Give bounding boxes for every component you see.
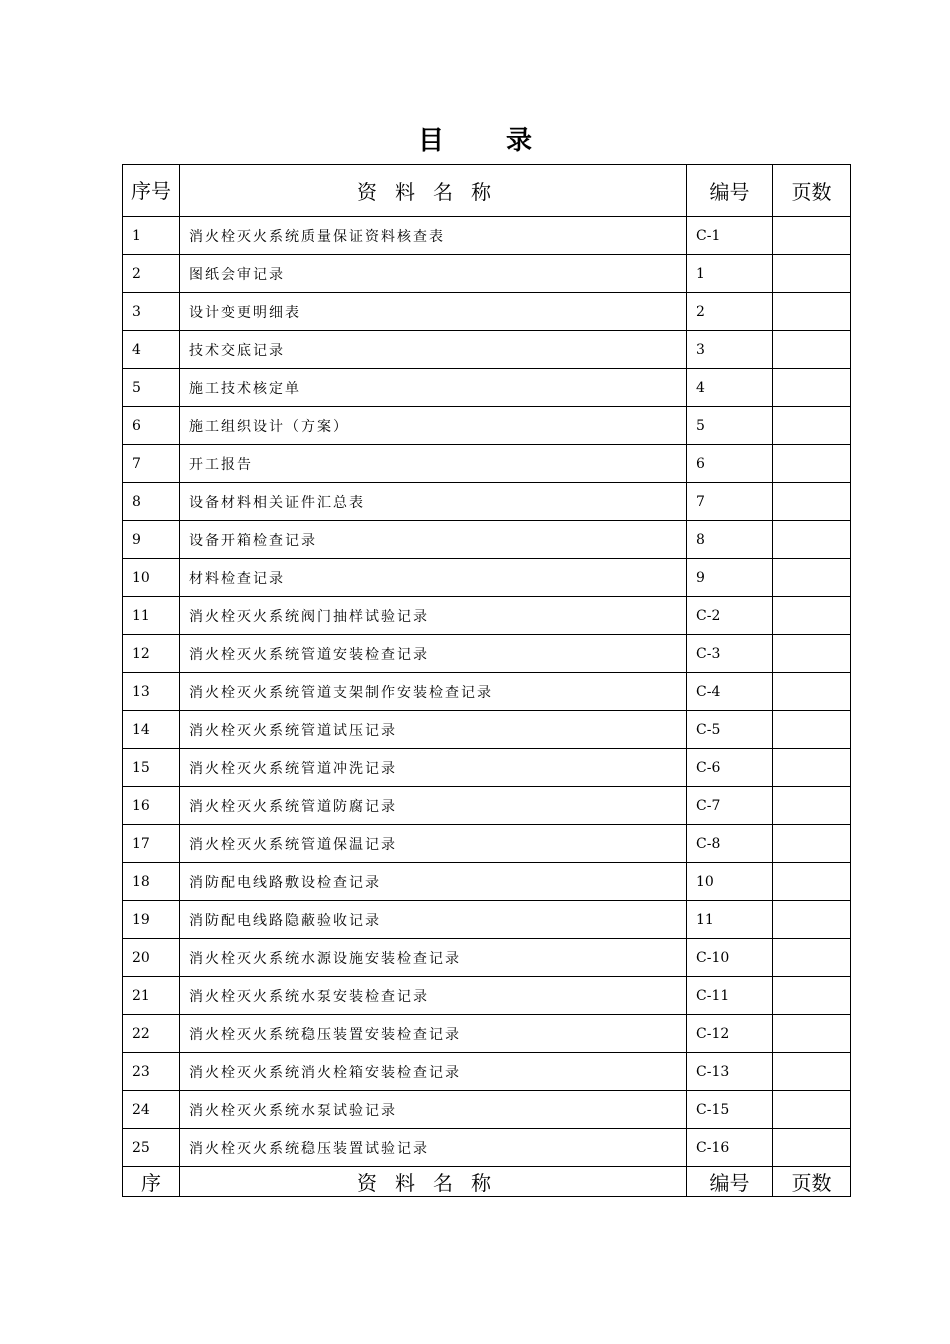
footer-code: 编号 bbox=[687, 1167, 773, 1197]
table-row bbox=[123, 255, 851, 293]
table-row bbox=[123, 711, 851, 749]
row-code: C-6 bbox=[687, 749, 773, 787]
header-code: 编号 bbox=[687, 165, 773, 217]
row-pages bbox=[773, 559, 851, 597]
table-row bbox=[123, 635, 851, 673]
row-code: C-5 bbox=[687, 711, 773, 749]
row-name: 设备材料相关证件汇总表 bbox=[180, 483, 687, 521]
row-name: 消火栓灭火系统稳压装置安装检查记录 bbox=[180, 1015, 687, 1053]
row-no: 7 bbox=[123, 445, 180, 483]
row-no: 17 bbox=[123, 825, 180, 863]
row-name: 消火栓灭火系统水泵安装检查记录 bbox=[180, 977, 687, 1015]
row-name: 技术交底记录 bbox=[180, 331, 687, 369]
row-code: 2 bbox=[687, 293, 773, 331]
table-row bbox=[123, 749, 851, 787]
row-name: 消火栓灭火系统质量保证资料核查表 bbox=[180, 217, 687, 255]
footer-no: 序 bbox=[123, 1167, 180, 1197]
table-row bbox=[123, 1129, 851, 1167]
row-name: 消火栓灭火系统阀门抽样试验记录 bbox=[180, 597, 687, 635]
table-row bbox=[123, 1091, 851, 1129]
row-name: 消火栓灭火系统管道防腐记录 bbox=[180, 787, 687, 825]
row-pages bbox=[773, 331, 851, 369]
table-row bbox=[123, 407, 851, 445]
row-pages bbox=[773, 1015, 851, 1053]
row-code: 3 bbox=[687, 331, 773, 369]
row-no: 8 bbox=[123, 483, 180, 521]
row-name: 消火栓灭火系统管道试压记录 bbox=[180, 711, 687, 749]
table-row bbox=[123, 483, 851, 521]
table-row bbox=[123, 521, 851, 559]
page-title bbox=[0, 120, 950, 157]
row-code: C-15 bbox=[687, 1091, 773, 1129]
row-no: 13 bbox=[123, 673, 180, 711]
header-no: 序号 bbox=[123, 165, 180, 217]
row-no: 14 bbox=[123, 711, 180, 749]
row-no: 19 bbox=[123, 901, 180, 939]
row-pages bbox=[773, 407, 851, 445]
row-no: 9 bbox=[123, 521, 180, 559]
row-no: 23 bbox=[123, 1053, 180, 1091]
row-code: C-10 bbox=[687, 939, 773, 977]
table-row bbox=[123, 445, 851, 483]
row-pages bbox=[773, 369, 851, 407]
row-name: 施工技术核定单 bbox=[180, 369, 687, 407]
row-code: C-13 bbox=[687, 1053, 773, 1091]
row-no: 6 bbox=[123, 407, 180, 445]
row-no: 12 bbox=[123, 635, 180, 673]
table-of-contents bbox=[122, 164, 851, 1197]
row-no: 25 bbox=[123, 1129, 180, 1167]
title-char-2: 录 bbox=[506, 126, 533, 156]
row-pages bbox=[773, 217, 851, 255]
row-code: 6 bbox=[687, 445, 773, 483]
row-pages bbox=[773, 1091, 851, 1129]
row-no: 18 bbox=[123, 863, 180, 901]
row-pages bbox=[773, 711, 851, 749]
row-no: 11 bbox=[123, 597, 180, 635]
row-name: 消防配电线路敷设检查记录 bbox=[180, 863, 687, 901]
row-pages bbox=[773, 445, 851, 483]
row-pages bbox=[773, 255, 851, 293]
table-row bbox=[123, 863, 851, 901]
table-row bbox=[123, 217, 851, 255]
row-name: 消火栓灭火系统管道冲洗记录 bbox=[180, 749, 687, 787]
table-body bbox=[123, 217, 851, 1167]
table-row bbox=[123, 939, 851, 977]
header-pages: 页数 bbox=[773, 165, 851, 217]
row-code: C-8 bbox=[687, 825, 773, 863]
row-name: 开工报告 bbox=[180, 445, 687, 483]
row-no: 5 bbox=[123, 369, 180, 407]
row-pages bbox=[773, 749, 851, 787]
row-name: 消火栓灭火系统稳压装置试验记录 bbox=[180, 1129, 687, 1167]
row-pages bbox=[773, 939, 851, 977]
table-row bbox=[123, 1015, 851, 1053]
row-pages bbox=[773, 521, 851, 559]
row-name: 材料检查记录 bbox=[180, 559, 687, 597]
row-name: 消火栓灭火系统管道保温记录 bbox=[180, 825, 687, 863]
table-row bbox=[123, 293, 851, 331]
row-code: C-7 bbox=[687, 787, 773, 825]
row-no: 21 bbox=[123, 977, 180, 1015]
row-name: 消防配电线路隐蔽验收记录 bbox=[180, 901, 687, 939]
row-code: C-16 bbox=[687, 1129, 773, 1167]
table-row bbox=[123, 331, 851, 369]
row-code: 10 bbox=[687, 863, 773, 901]
table-row bbox=[123, 901, 851, 939]
row-pages bbox=[773, 863, 851, 901]
row-no: 3 bbox=[123, 293, 180, 331]
row-pages bbox=[773, 787, 851, 825]
row-pages bbox=[773, 597, 851, 635]
table-row bbox=[123, 825, 851, 863]
row-pages bbox=[773, 901, 851, 939]
table-row bbox=[123, 597, 851, 635]
row-code: C-3 bbox=[687, 635, 773, 673]
table-row bbox=[123, 1053, 851, 1091]
row-name: 消火栓灭火系统水源设施安装检查记录 bbox=[180, 939, 687, 977]
row-pages bbox=[773, 1129, 851, 1167]
row-code: C-11 bbox=[687, 977, 773, 1015]
header-name: 资料名称 bbox=[180, 165, 687, 217]
row-name: 施工组织设计（方案） bbox=[180, 407, 687, 445]
row-no: 4 bbox=[123, 331, 180, 369]
row-code: 9 bbox=[687, 559, 773, 597]
row-pages bbox=[773, 977, 851, 1015]
row-code: 5 bbox=[687, 407, 773, 445]
table-row bbox=[123, 369, 851, 407]
row-name: 图纸会审记录 bbox=[180, 255, 687, 293]
row-pages bbox=[773, 293, 851, 331]
row-no: 10 bbox=[123, 559, 180, 597]
row-name: 消火栓灭火系统消火栓箱安装检查记录 bbox=[180, 1053, 687, 1091]
row-no: 24 bbox=[123, 1091, 180, 1129]
row-pages bbox=[773, 673, 851, 711]
table-row bbox=[123, 559, 851, 597]
row-name: 设计变更明细表 bbox=[180, 293, 687, 331]
row-name: 设备开箱检查记录 bbox=[180, 521, 687, 559]
row-no: 1 bbox=[123, 217, 180, 255]
row-code: 7 bbox=[687, 483, 773, 521]
row-code: C-12 bbox=[687, 1015, 773, 1053]
row-code: 11 bbox=[687, 901, 773, 939]
row-code: 8 bbox=[687, 521, 773, 559]
table-row bbox=[123, 977, 851, 1015]
row-name: 消火栓灭火系统管道安装检查记录 bbox=[180, 635, 687, 673]
row-pages bbox=[773, 635, 851, 673]
row-name: 消火栓灭火系统管道支架制作安装检查记录 bbox=[180, 673, 687, 711]
row-code: 1 bbox=[687, 255, 773, 293]
row-pages bbox=[773, 825, 851, 863]
row-code: C-4 bbox=[687, 673, 773, 711]
title-char-1: 目 bbox=[417, 126, 444, 156]
table-footer-row bbox=[123, 1167, 851, 1197]
row-code: C-1 bbox=[687, 217, 773, 255]
row-code: C-2 bbox=[687, 597, 773, 635]
row-pages bbox=[773, 483, 851, 521]
row-code: 4 bbox=[687, 369, 773, 407]
footer-name: 资料名称 bbox=[180, 1167, 687, 1197]
table-row bbox=[123, 673, 851, 711]
row-no: 2 bbox=[123, 255, 180, 293]
row-name: 消火栓灭火系统水泵试验记录 bbox=[180, 1091, 687, 1129]
footer-pages: 页数 bbox=[773, 1167, 851, 1197]
row-no: 20 bbox=[123, 939, 180, 977]
table-row bbox=[123, 787, 851, 825]
row-pages bbox=[773, 1053, 851, 1091]
row-no: 16 bbox=[123, 787, 180, 825]
table-header-row bbox=[123, 165, 851, 217]
row-no: 15 bbox=[123, 749, 180, 787]
row-no: 22 bbox=[123, 1015, 180, 1053]
